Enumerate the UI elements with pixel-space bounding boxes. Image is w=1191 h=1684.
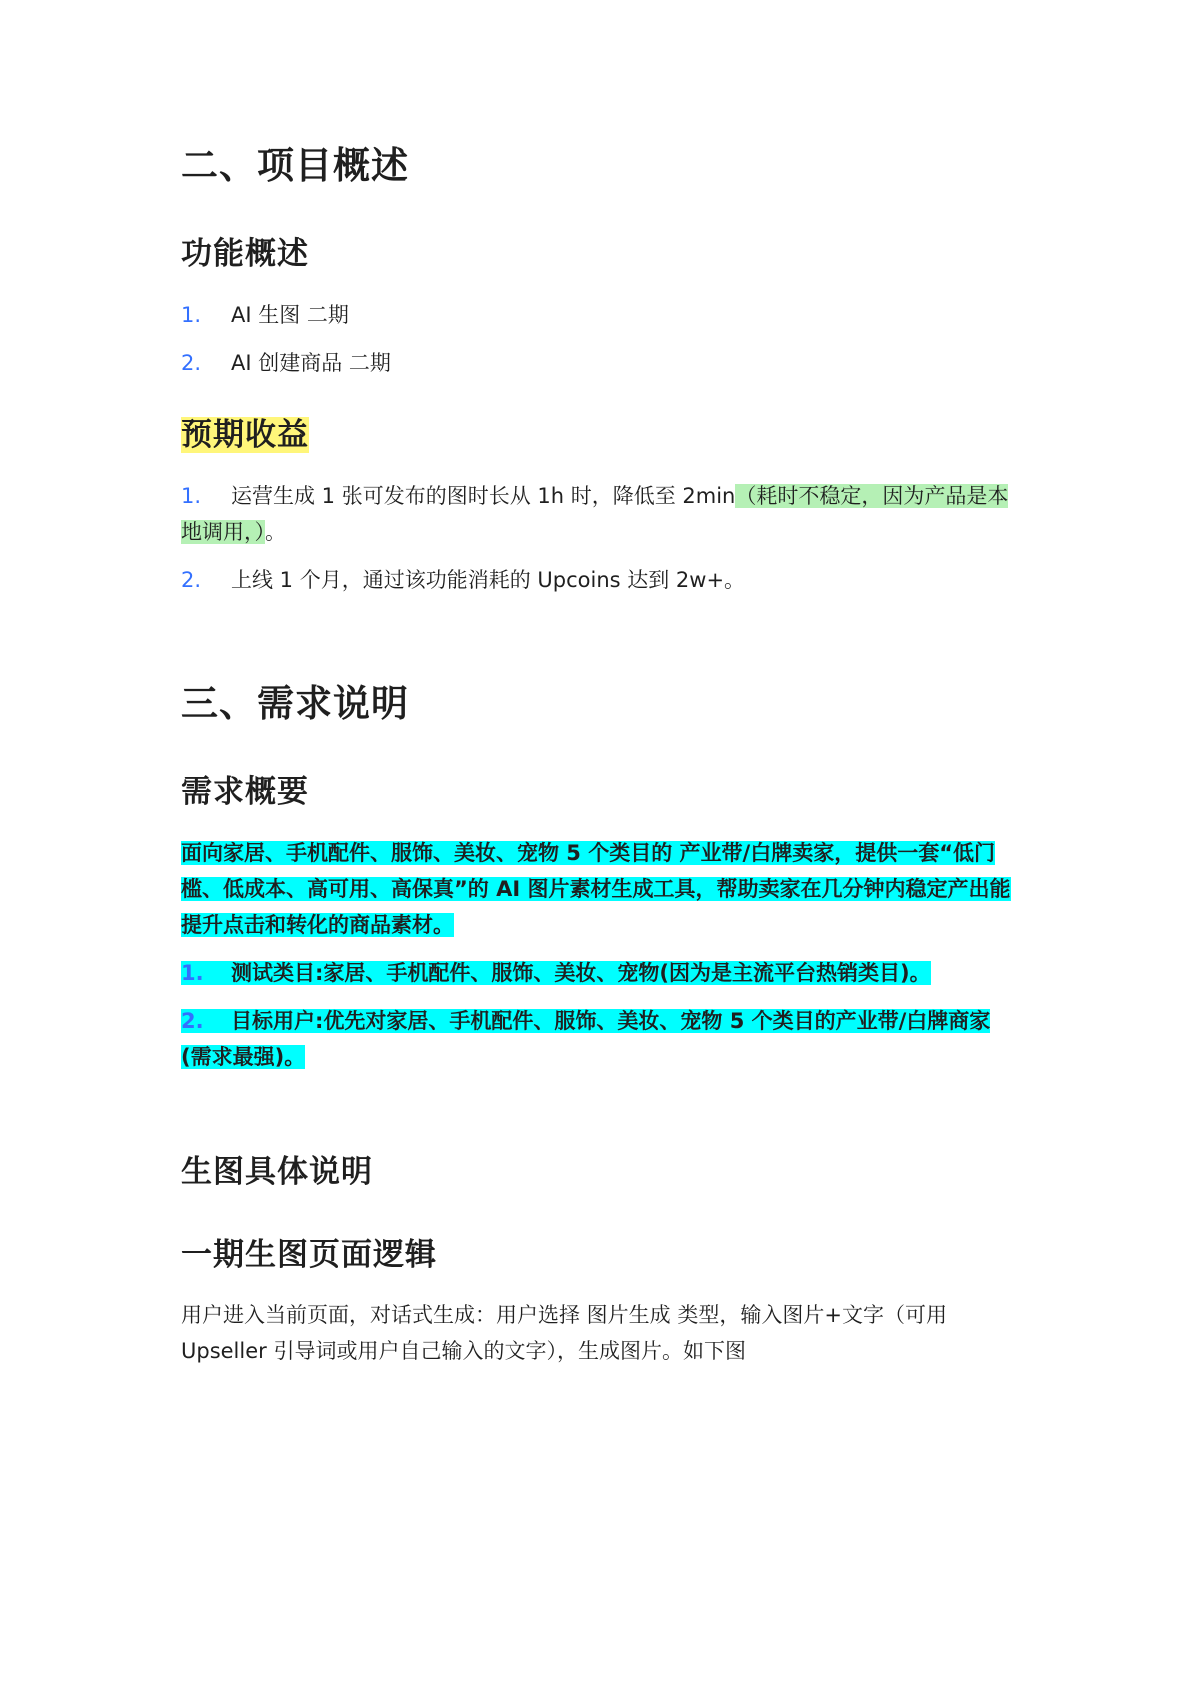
subheading-feature-overview: 功能概述 <box>181 236 309 272</box>
list-text: 上线 1 个月，通过该功能消耗的 Upcoins 达到 2w+。 <box>231 568 746 592</box>
list-item <box>181 297 1011 333</box>
subheading-phase1-logic: 一期生图页面逻辑 <box>181 1237 437 1273</box>
requirement-intro <box>181 835 1011 943</box>
list-text: 测试类目:家居、手机配件、服饰、美妆、宠物(因为是主流平台热销类目)。 <box>231 961 931 985</box>
list-number: 2. <box>181 568 202 592</box>
highlighted-list-item <box>181 961 931 985</box>
subheading-generation-details: 生图具体说明 <box>181 1154 373 1190</box>
list-text: 运营生成 1 张可发布的图时长从 1h 时，降低至 2min <box>231 484 736 508</box>
highlighted-note: （耗时不稳定，因为产品是本地调用，） <box>181 484 1009 544</box>
highlighted-intro-text: 面向家居、手机配件、服饰、美妆、宠物 5 个类目的 产业带/白牌卖家，提供一套“低门槛、低成本、高可用、高保真”的 AI 图片素材生成工具，帮助卖家在几分钟内稳定产出能提升点击和转化的商品素材。 <box>181 841 1011 937</box>
list-number: 1. <box>181 303 202 327</box>
list-number: 2. <box>181 1009 204 1033</box>
list-item <box>181 345 1011 381</box>
phase1-description: 用户进入当前页面，对话式生成：用户选择 图片生成 类型，输入图片+文字（可用 Upseller 引导词或用户自己输入的文字），生成图片。如下图 <box>181 1303 947 1363</box>
section-heading-overview: 二、项目概述 <box>181 144 409 187</box>
highlighted-heading-text: 预期收益 <box>181 417 309 453</box>
subheading-requirement-summary: 需求概要 <box>181 774 309 810</box>
subheading-expected-benefits <box>181 417 1011 454</box>
list-item <box>181 562 1011 598</box>
list-text: AI 生图 二期 <box>231 303 349 327</box>
list-text: 目标用户:优先对家居、手机配件、服饰、美妆、宠物 5 个类目的产业带/白牌商家(需求最强)。 <box>181 1009 991 1069</box>
section-heading-requirements: 三、需求说明 <box>181 682 409 725</box>
list-text-tail: 。 <box>265 520 286 544</box>
list-item <box>181 955 1011 991</box>
list-text: AI 创建商品 二期 <box>231 351 391 375</box>
list-item <box>181 478 1011 550</box>
list-item <box>181 1003 1011 1075</box>
list-number: 2. <box>181 351 202 375</box>
highlighted-list-item <box>181 1009 990 1069</box>
list-number: 1. <box>181 484 202 508</box>
list-number: 1. <box>181 961 204 985</box>
